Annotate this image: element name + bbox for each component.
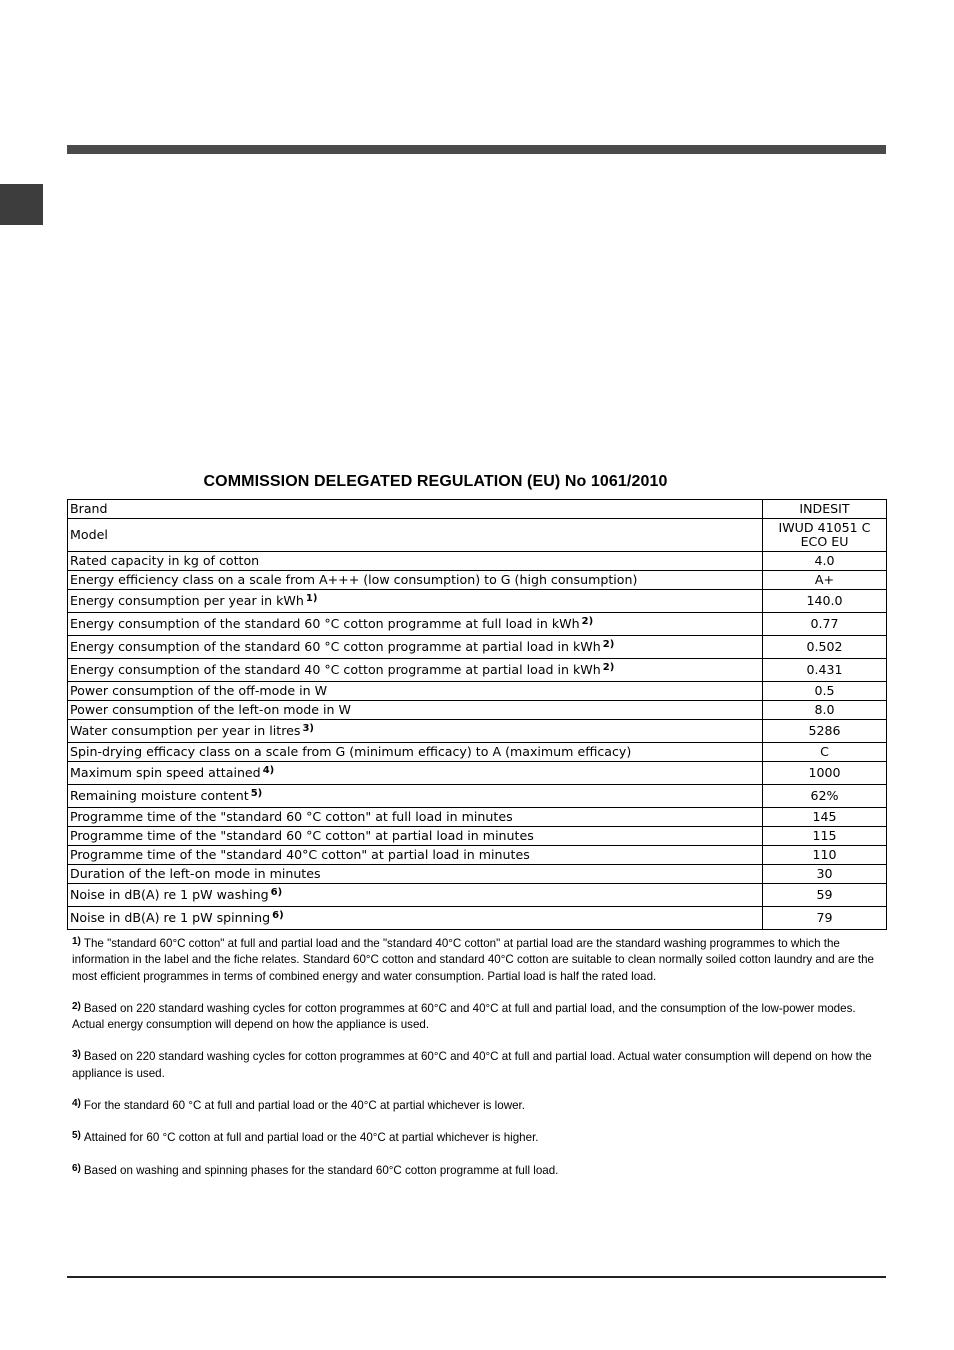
table-row <box>68 785 887 808</box>
row-label: Duration of the left-on mode in minutes <box>68 865 763 884</box>
row-label: Spin-drying efficacy class on a scale from G (minimum efficacy) to A (maximum efficacy) <box>68 743 763 762</box>
row-value: 0.5 <box>763 682 887 701</box>
product-fiche-table <box>67 499 887 930</box>
row-label: Programme time of the "standard 60 °C cotton" at partial load in minutes <box>68 827 763 846</box>
row-value: 0.77 <box>763 613 887 636</box>
table-row <box>68 659 887 682</box>
row-label: Water consumption per year in litres $^{3)}$ <box>68 720 763 743</box>
row-value: A+ <box>763 571 887 590</box>
table-row <box>68 762 887 785</box>
row-value: 62% <box>763 785 887 808</box>
row-label: Remaining moisture content $^{5)}$ <box>68 785 763 808</box>
row-value: 115 <box>763 827 887 846</box>
row-label: Energy consumption of the standard 60 °C cotton programme at full load in kWh $^{2)}$ <box>68 613 763 636</box>
footer-rule <box>67 1276 886 1278</box>
row-value: 0.431 <box>763 659 887 682</box>
row-label: Power consumption of the off-mode in W <box>68 682 763 701</box>
row-label: Programme time of the "standard 40°C cotton" at partial load in minutes <box>68 846 763 865</box>
table-row <box>68 500 887 519</box>
table-row <box>68 636 887 659</box>
row-value: 145 <box>763 808 887 827</box>
table-row <box>68 613 887 636</box>
footnotes <box>72 934 887 1193</box>
row-value: IWUD 41051 C ECO EU <box>763 519 887 552</box>
row-value: 1000 <box>763 762 887 785</box>
row-label: Energy consumption of the standard 40 °C cotton programme at partial load in kWh $^{2)}$ <box>68 659 763 682</box>
footnote: 6) Based on washing and spinning phases for the standard 60°C cotton programme at full load. <box>72 1162 559 1177</box>
table-row <box>68 743 887 762</box>
row-value: 30 <box>763 865 887 884</box>
row-value: 4.0 <box>763 552 887 571</box>
footnote: 2) Based on 220 standard washing cycles for cotton programmes at 60°C and 40°C at full and partial load, and the consumption of the low-power modes. Actual energy consumption will depend on how the appliance is used. <box>72 1000 856 1032</box>
table-row <box>68 552 887 571</box>
row-value: C <box>763 743 887 762</box>
row-value: 79 <box>763 907 887 930</box>
footnote: 5) Attained for 60 °C cotton at full and partial load or the 40°C at partial whichever is higher. <box>72 1130 539 1145</box>
row-label: Model <box>68 519 763 552</box>
table-row <box>68 865 887 884</box>
row-label: Energy efficiency class on a scale from A+++ (low consumption) to G (high consumption) <box>68 571 763 590</box>
table-row <box>68 682 887 701</box>
row-label: Energy consumption of the standard 60 °C cotton programme at partial load in kWh $^{2)}$ <box>68 636 763 659</box>
row-label: Noise in dB(A) re 1 pW washing $^{6)}$ <box>68 884 763 907</box>
row-label: Rated capacity in kg of cotton <box>68 552 763 571</box>
row-label: Noise in dB(A) re 1 pW spinning $^{6)}$ <box>68 907 763 930</box>
regulation-title: COMMISSION DELEGATED REGULATION (EU) No 1061/2010 <box>203 473 668 490</box>
table-row <box>68 720 887 743</box>
table-row <box>68 808 887 827</box>
footnote: 4) For the standard 60 °C at full and partial load or the 40°C at partial whichever is lower. <box>72 1098 525 1113</box>
table-row <box>68 907 887 930</box>
table-row <box>68 701 887 720</box>
row-label: Power consumption of the left-on mode in W <box>68 701 763 720</box>
language-tab-marker <box>0 184 43 225</box>
row-label: Brand <box>68 500 763 519</box>
footnote: 3) Based on 220 standard washing cycles for cotton programmes at 60°C and 40°C at full and partial load. Actual water consumption will depend on how the appliance is used. <box>72 1049 872 1080</box>
table-row <box>68 519 887 552</box>
table-row <box>68 571 887 590</box>
row-value: 8.0 <box>763 701 887 720</box>
row-value: 59 <box>763 884 887 907</box>
footnote: 1) The "standard 60°C cotton" at full and partial load and the "standard 40°C cotton" at partial load are the standard washing programmes to which the information in the label and the fiche relates. Standard 60°C cotton and standard 40°C cotton are suitable to clean normally soiled cotton laundry and are the most efficient programmes in terms of combined energy and water consumption. Partial load is half the rated load. <box>72 936 875 983</box>
row-value: 0.502 <box>763 636 887 659</box>
table-row <box>68 827 887 846</box>
table-row <box>68 590 887 613</box>
row-label: Programme time of the "standard 60 °C cotton" at full load in minutes <box>68 808 763 827</box>
row-label: Maximum spin speed attained $^{4)}$ <box>68 762 763 785</box>
row-value: 140.0 <box>763 590 887 613</box>
row-value: 110 <box>763 846 887 865</box>
row-value: 5286 <box>763 720 887 743</box>
header-rule <box>67 145 886 154</box>
table-row <box>68 884 887 907</box>
row-value: INDESIT <box>763 500 887 519</box>
table-row <box>68 846 887 865</box>
row-label: Energy consumption per year in kWh $^{1)}$ <box>68 590 763 613</box>
